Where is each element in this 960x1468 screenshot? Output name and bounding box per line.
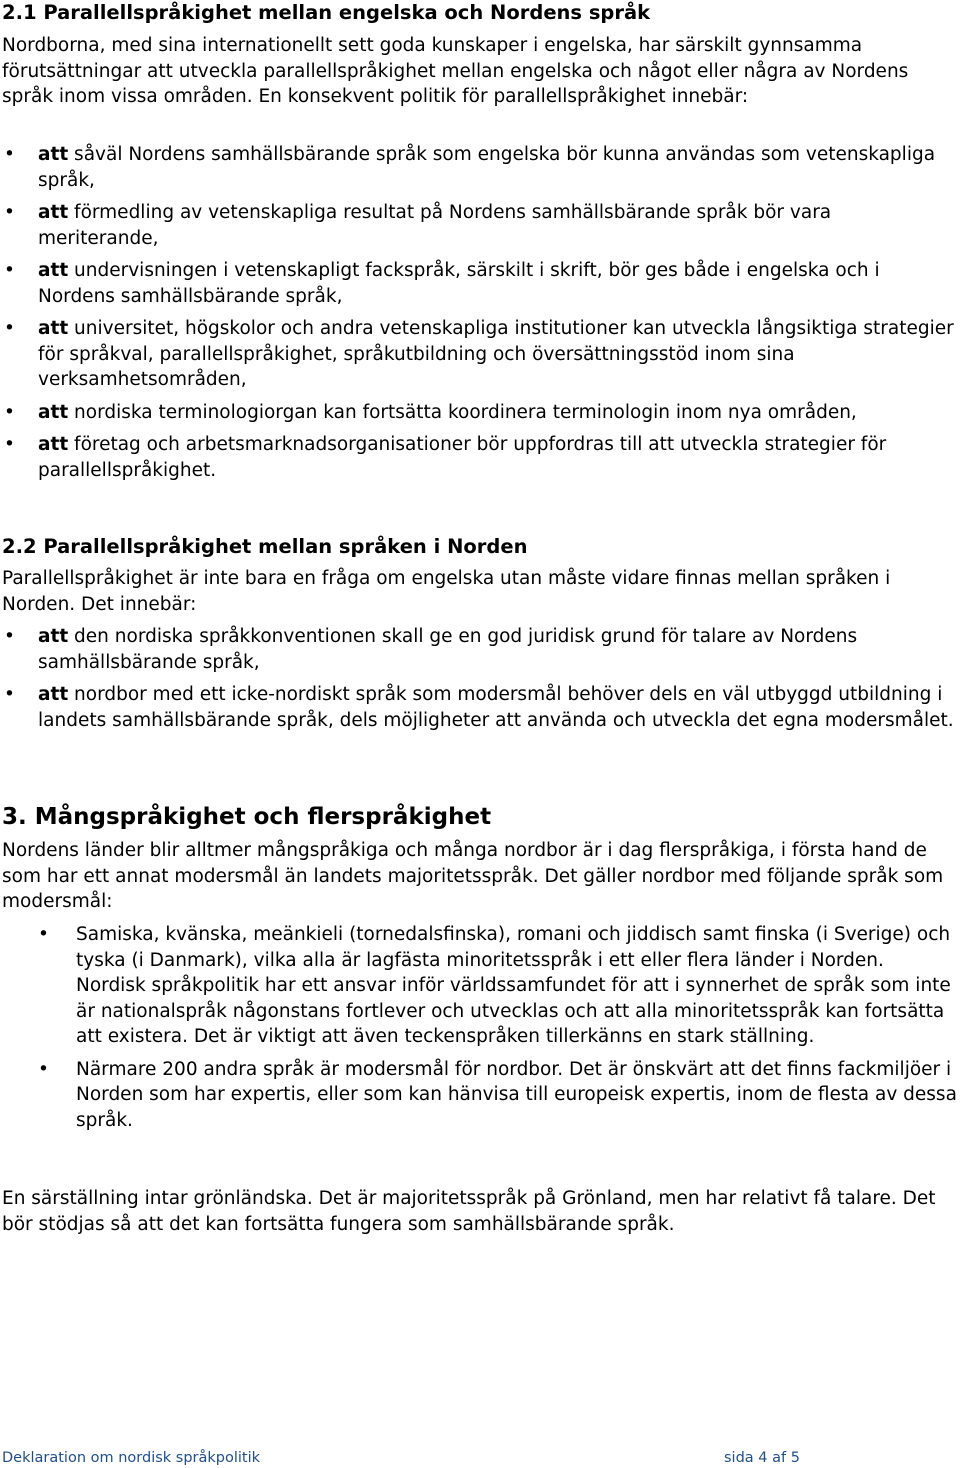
bullet-icon: • <box>4 318 15 339</box>
section-3-closing: En särställning intar grönländska. Det är majoritetsspråk på Grönland, men har relativt få talare. Det bör stödjas så att det kan fortsätta fungera som samhällsbärande språk. <box>2 1188 936 1235</box>
list-item: • att företag och arbetsmarknadsorganisationer bör uppfordras till att utveckla strategier för parallellspråkighet. <box>4 434 887 481</box>
section-2-1-intro: Nordborna, med sina internationellt sett goda kunskaper i engelska, har särskilt gynnsamma förutsättningar att utveckla parallellspråkighet mellan engelska och något eller några av Nordens språk inom vissa områden. En konsekvent politik för parallellspråkighet innebär: <box>2 35 909 107</box>
section-3-intro: Nordens länder blir alltmer mångspråkiga och många nordbor är i dag flerspråkiga, i första hand de som har ett annat modersmål än landets majoritetsspråk. Det gäller nordbor med följande språk som modersmål: <box>2 840 944 912</box>
bullet-icon: • <box>4 202 15 223</box>
page-footer <box>2 1449 800 1467</box>
list-item: • att universitet, högskolor och andra vetenskapliga institutioner kan utveckla långsiktiga strategier för språkval, parallellspråkighet, språkutbildning och översättningsstöd inom sina verksamhetsområden, <box>4 318 954 390</box>
section-2-2-bullet-list <box>0 624 955 733</box>
list-item: • att såväl Nordens samhällsbärande språk som engelska bör kunna användas som vetenskapliga språk, <box>4 144 936 191</box>
bullet-icon: • <box>4 144 15 165</box>
bullet-icon: • <box>4 260 15 281</box>
bullet-icon: • <box>4 684 15 705</box>
list-item: • att förmedling av vetenskapliga resultat på Nordens samhällsbärande språk bör vara meriterande, <box>4 202 832 249</box>
list-item: • att den nordiska språkkonventionen skall ge en god juridisk grund för talare av Nordens samhällsbärande språk, <box>4 626 858 673</box>
list-item: • att nordiska terminologiorgan kan fortsätta koordinera terminologin inom nya områden, <box>0 400 955 426</box>
bullet-icon: • <box>4 434 15 455</box>
bullet-icon: • <box>38 1058 49 1080</box>
list-item: • Samiska, kvänska, meänkieli (tornedalsfinska), romani och jiddisch samt finska (i Sverige) och tyska (i Danmark), vilka alla är lagfästa minoritetsspråk i ett eller flera länder i Norden. Nordisk språkpolitik har ett ansvar inför världssamfundet för att i synnerhet de språk som inte är nationalspråk någonstans fortlever och utvecklas och att alla minoritetsspråk kan fortsätta att existera. Det är viktigt att även teckenspråken tillerkänns en stark ställning. <box>38 924 951 1047</box>
footer-page-number: sida 4 af 5 <box>724 1450 800 1466</box>
section-2-2-intro: Parallellspråkighet är inte bara en fråga om engelska utan måste vidare finnas mellan språken i Norden. Det innebär: <box>2 568 891 615</box>
bullet-icon: • <box>4 401 15 423</box>
section-2-2-heading: 2.2 Parallellspråkighet mellan språken i Norden <box>2 535 528 558</box>
list-item: • att undervisningen i vetenskapligt fackspråk, särskilt i skrift, bör ges både i engelska och i Nordens samhällsbärande språk, <box>4 260 880 307</box>
bullet-icon: • <box>4 626 15 647</box>
list-item: • Närmare 200 andra språk är modersmål för nordbor. Det är önskvärt att det finns fackmiljöer i Norden som har expertis, eller som kan hänvisa till europeisk expertis, inom de flesta av dessa språk. <box>38 1058 957 1131</box>
section-3-bullet-list <box>0 922 958 1133</box>
bullet-icon: • <box>38 924 49 945</box>
list-item: • att nordbor med ett icke-nordiskt språk som modersmål behöver dels en väl utbyggd utbildning i landets samhällsbärande språk, dels möjligheter att använda och utveckla det egna modersmålet. <box>4 684 954 731</box>
section-3-heading: 3. Mångspråkighet och flerspråkighet <box>2 804 492 830</box>
section-2-1-heading: 2.1 Parallellspråkighet mellan engelska och Nordens språk <box>2 1 651 24</box>
section-2-1-bullet-list <box>0 142 955 483</box>
footer-title: Deklaration om nordisk språkpolitik <box>2 1450 261 1466</box>
